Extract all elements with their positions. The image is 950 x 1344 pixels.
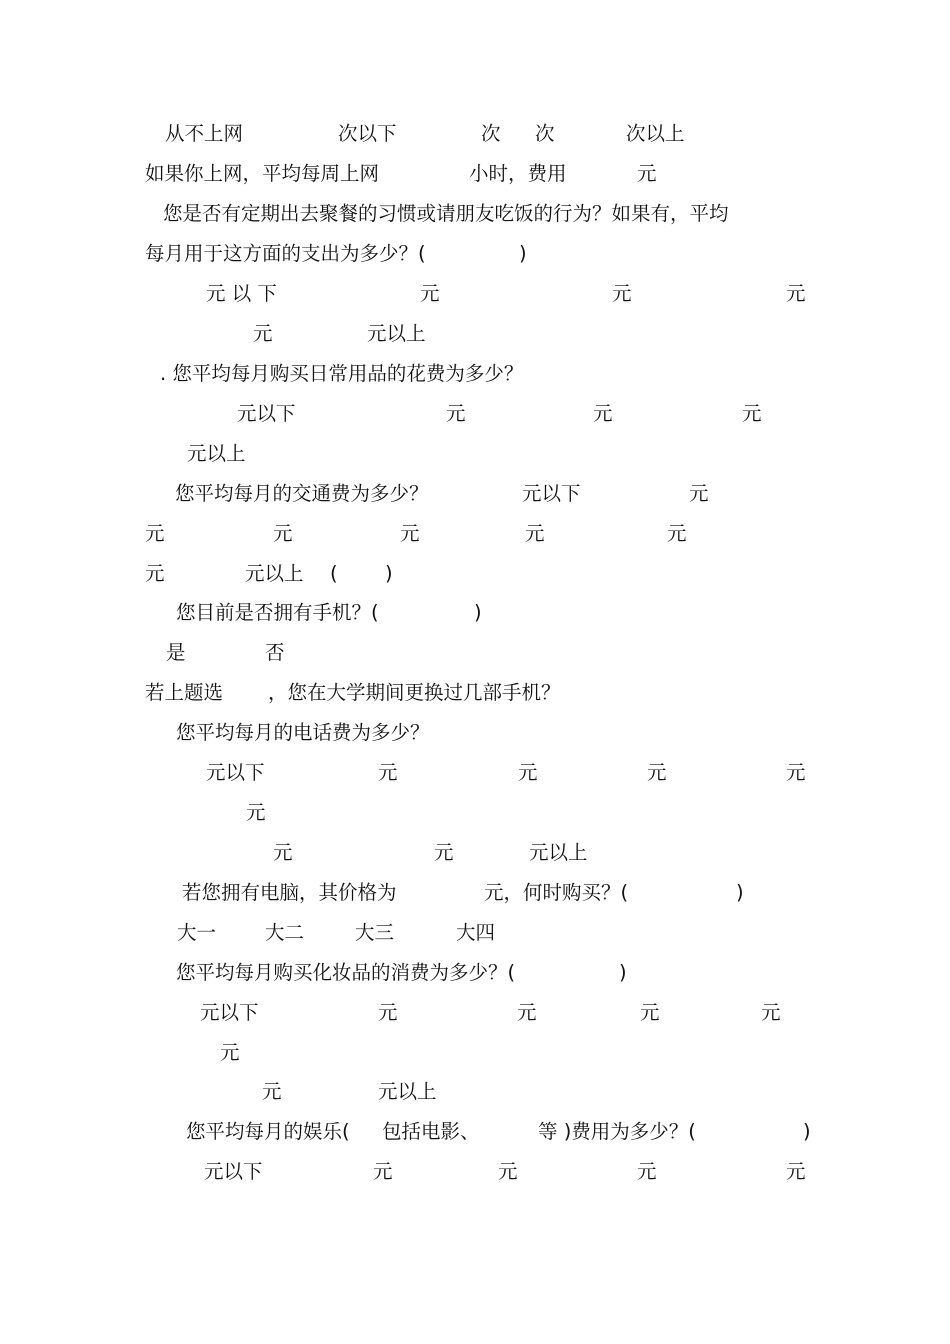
option-times-above: 次以上 <box>626 122 685 145</box>
question-entertainment-movies: 包括电影、 <box>382 1120 480 1143</box>
option-yuan: 元 <box>220 1041 240 1064</box>
question-entertainment-cost: 等 )费用为多少？( <box>538 1120 696 1143</box>
option-yuan: 元 <box>378 761 398 784</box>
option-yuan: 元 <box>761 1001 781 1024</box>
option-yuan: 元 <box>253 322 273 345</box>
option-yuan: 元 <box>273 841 293 864</box>
question-transport: 您平均每月的交通费为多少？ <box>175 482 429 505</box>
question-weekly-online: 如果你上网，平均每周上网 <box>145 162 380 185</box>
question-purchase-time: 元，何时购买？( <box>484 881 629 904</box>
answer-paren-open: ( <box>330 562 338 585</box>
question-dining-cont: 每月用于这方面的支出为多少？( <box>145 242 426 265</box>
option-yuan: 元 <box>145 562 165 585</box>
option-yuan: 元 <box>525 522 545 545</box>
option-times-b: 次 <box>535 122 555 145</box>
option-yuan: 元 <box>145 522 165 545</box>
option-yuan-below: 元以下 <box>522 482 581 505</box>
option-times-a: 次 <box>481 122 501 145</box>
question-if-selected: 若上题选 <box>145 681 224 704</box>
option-yuan: 元 <box>373 1160 393 1183</box>
option-yuan-above: 元以上 <box>367 322 426 345</box>
question-entertainment: 您平均每月的娱乐( <box>186 1120 350 1143</box>
answer-paren-close: ) <box>803 1120 811 1143</box>
question-phone-bill: 您平均每月的电话费为多少？ <box>176 721 430 744</box>
question-daily-goods: . 您平均每月购买日常用品的花费为多少？ <box>160 362 524 385</box>
option-yuan: 元 <box>517 1001 537 1024</box>
option-yuan: 元 <box>498 1160 518 1183</box>
option-yuan: 元 <box>647 761 667 784</box>
option-yuan: 元 <box>786 282 806 305</box>
option-yuan: 元 <box>640 1001 660 1024</box>
question-cosmetics: 您平均每月购买化妆品的消费为多少？( <box>176 961 516 984</box>
answer-paren-close: ) <box>519 242 527 265</box>
answer-paren-close: ) <box>474 601 482 624</box>
option-no: 否 <box>265 641 285 664</box>
option-yuan-below: 元以下 <box>237 402 296 425</box>
option-yuan: 元 <box>400 522 420 545</box>
option-yuan: 元 <box>446 402 466 425</box>
option-yuan: 元 <box>742 402 762 425</box>
answer-paren-close: ) <box>619 961 627 984</box>
option-yuan: 元 <box>420 282 440 305</box>
option-never-online: 从不上网 <box>165 122 244 145</box>
option-yuan: 元 <box>612 282 632 305</box>
option-freshman: 大一 <box>177 921 217 944</box>
option-yuan: 元 <box>593 402 613 425</box>
option-yes: 是 <box>166 641 186 664</box>
question-computer-price: 若您拥有电脑，其价格为 <box>182 881 397 904</box>
option-yuan-below: 元以下 <box>200 1001 259 1024</box>
option-yuan: 元 <box>518 761 538 784</box>
option-yuan: 元 <box>246 801 266 824</box>
option-yuan: 元 <box>434 841 454 864</box>
option-yuan-below: 元以下 <box>204 1160 263 1183</box>
option-yuan-above: 元以上 <box>245 562 304 585</box>
option-yuan-above: 元以上 <box>187 442 246 465</box>
question-dining: 您是否有定期出去聚餐的习惯或请朋友吃饭的行为？如果有，平均 <box>163 202 729 225</box>
option-yuan: 元 <box>378 1001 398 1024</box>
option-yuan: 元 <box>637 1160 657 1183</box>
question-own-phone: 您目前是否拥有手机？( <box>176 601 379 624</box>
option-yuan: 元 <box>273 522 293 545</box>
answer-paren-close: ) <box>385 562 393 585</box>
option-senior: 大四 <box>456 921 496 944</box>
option-sophomore: 大二 <box>265 921 305 944</box>
option-yuan-below: 元 以 下 <box>206 282 277 305</box>
option-times-below: 次以下 <box>338 122 397 145</box>
option-yuan-above: 元以上 <box>378 1080 437 1103</box>
option-yuan: 元 <box>262 1080 282 1103</box>
question-hours-cost: 小时，费用 <box>469 162 567 185</box>
question-phones-changed: ，您在大学期间更换过几部手机？ <box>268 681 561 704</box>
option-yuan: 元 <box>667 522 687 545</box>
currency-unit: 元 <box>637 162 657 185</box>
option-yuan: 元 <box>689 482 709 505</box>
answer-paren-close: ) <box>736 881 744 904</box>
option-yuan-below: 元以下 <box>206 761 265 784</box>
option-junior: 大三 <box>355 921 395 944</box>
option-yuan-above: 元以上 <box>529 841 588 864</box>
option-yuan: 元 <box>786 761 806 784</box>
option-yuan: 元 <box>786 1160 806 1183</box>
